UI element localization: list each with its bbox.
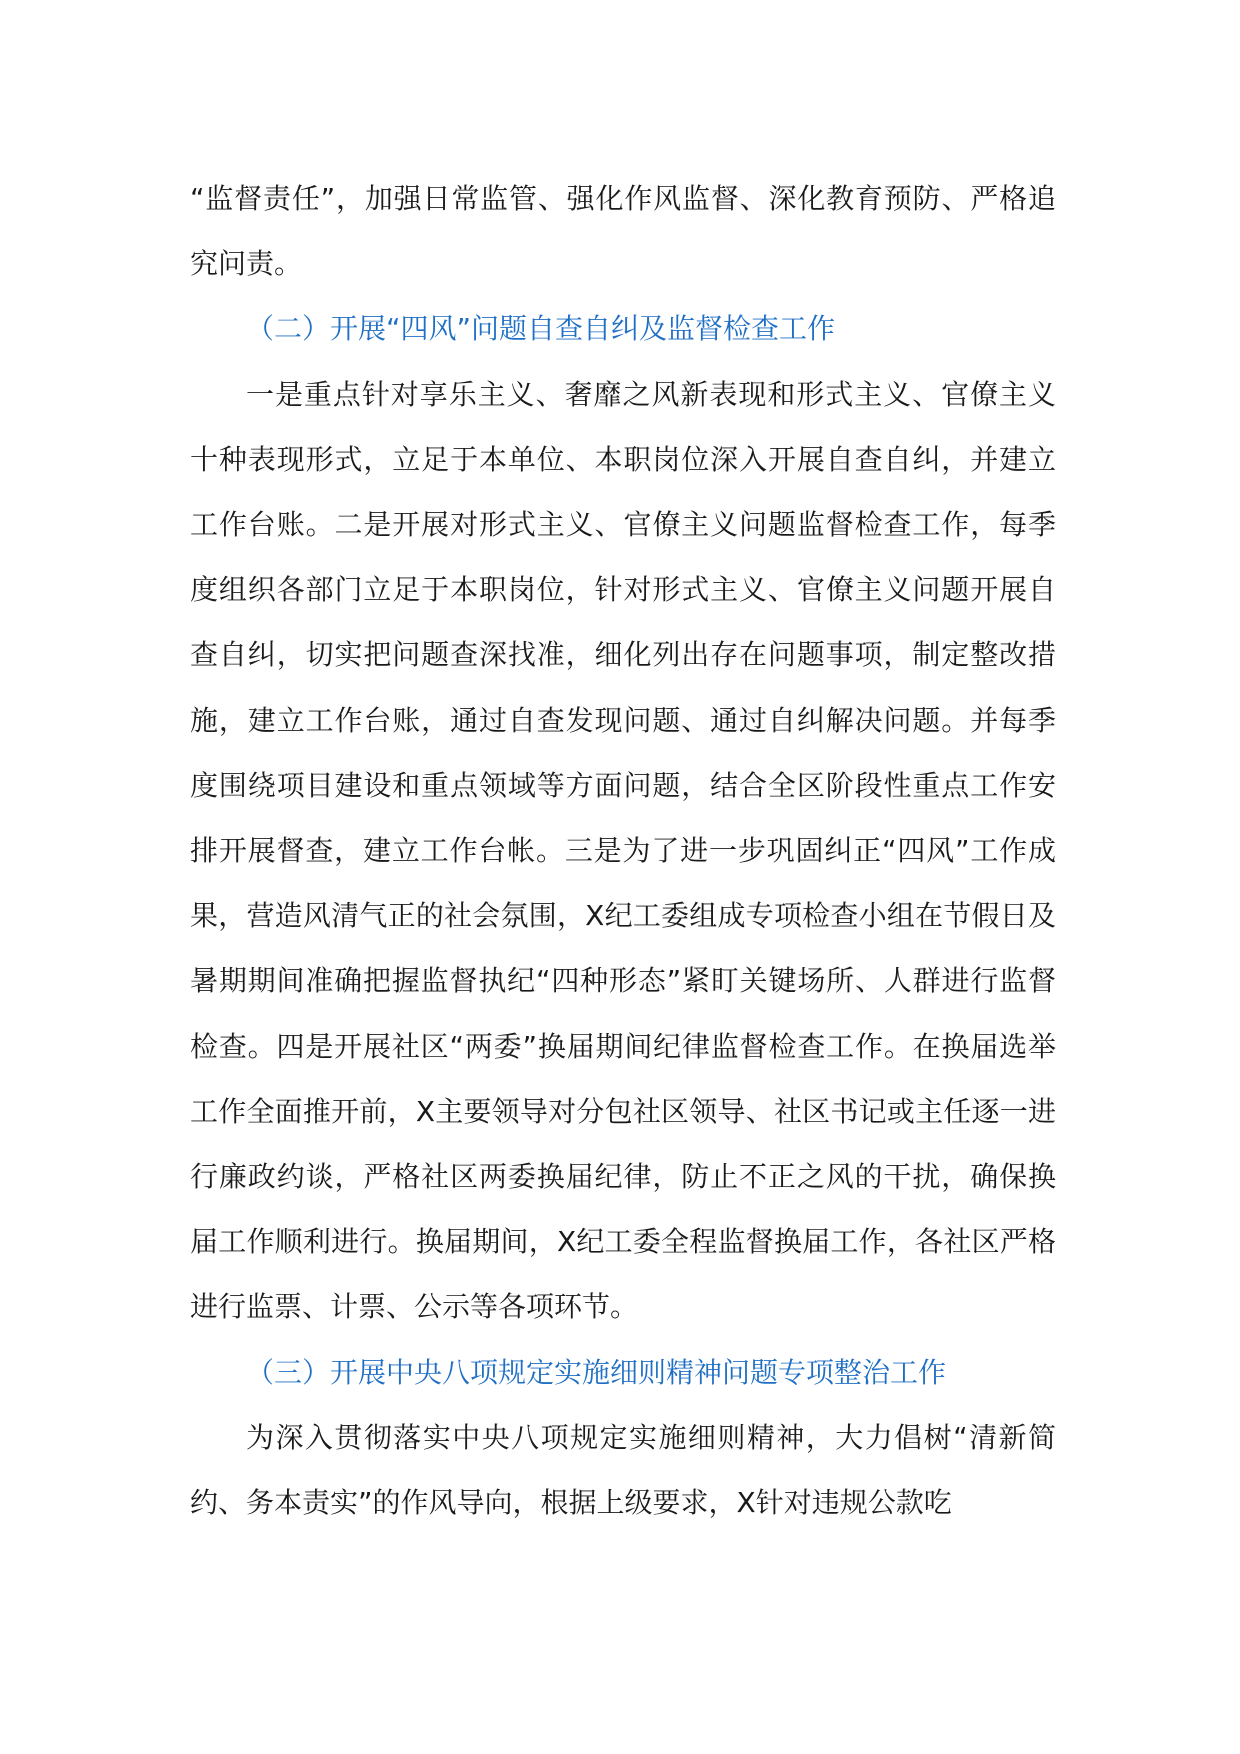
- paragraph-four-winds: 一是重点针对享乐主义、奢靡之风新表现和形式主义、官僚主义十种表现形式，立足于本单位、本职岗位深入开展自查自纠，并建立工作台账。二是开展对形式主义、官僚主义问题监督检查工作，每季度组织各部门立足于本职岗位，针对形式主义、官僚主义问题开展自查自纠，切实把问题查深找准，细化列出存在问题事项，制定整改措施，建立工作台账，通过自查发现问题、通过自纠解决问题。并每季度围绕项目建设和重点领域等方面问题，结合全区阶段性重点工作安排开展督查，建立工作台帐。三是为了进一步巩固纠正“四风”工作成果，营造风清气正的社会氛围，X纪工委组成专项检查小组在节假日及暑期期间准确把握监督执纪“四种形态”紧盯关键场所、人群进行监督检查。四是开展社区“两委”换届期间纪律监督检查工作。在换届选举工作全面推开前，X主要领导对分包社区领导、社区书记或主任逐一进行廉政约谈，严格社区两委换届纪律，防止不正之风的干扰，确保换届工作顺利进行。换届期间，X纪工委全程监督换届工作，各社区严格进行监票、计票、公示等各项环节。: [190, 377, 1056, 1324]
- section-heading-3: （三）开展中央八项规定实施细则精神问题专项整治工作: [246, 1355, 947, 1389]
- document-body: [190, 166, 1056, 1535]
- paragraph-eight-rules: 为深入贯彻落实中央八项规定实施细则精神，大力倡树“清新简约、务本责实”的作风导向，根据上级要求，X针对违规公款吃: [190, 1420, 1056, 1520]
- section-heading-2: （二）开展“四风”问题自查自纠及监督检查工作: [246, 312, 836, 346]
- paragraph-continuation: “监督责任”，加强日常监管、强化作风监督、深化教育预防、严格追究问责。: [190, 182, 1056, 281]
